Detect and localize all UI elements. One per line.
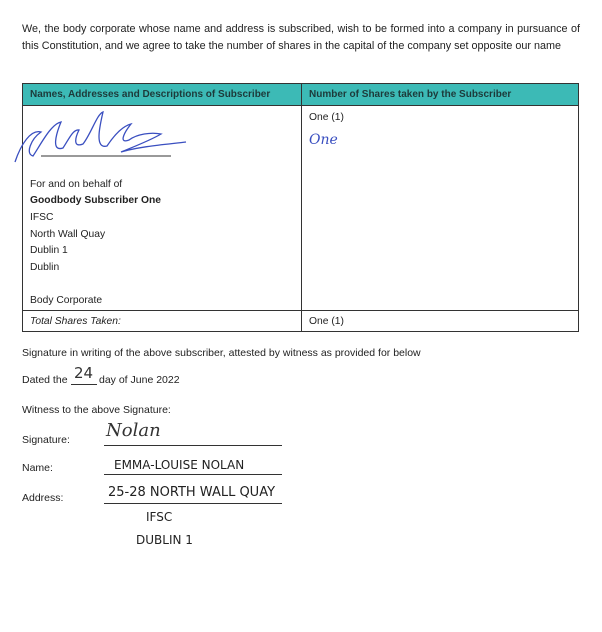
witness-address-line: DUBLIN 1 bbox=[136, 533, 193, 547]
subscriber-line: Dublin bbox=[30, 262, 60, 273]
subscriber-signature bbox=[11, 104, 211, 164]
signature-line bbox=[104, 445, 282, 446]
day-underline bbox=[71, 384, 97, 385]
header-shares: Number of Shares taken by the Subscriber bbox=[309, 89, 512, 100]
subscriber-name: Goodbody Subscriber One bbox=[30, 195, 162, 206]
address-line bbox=[104, 503, 282, 504]
name-line bbox=[104, 474, 282, 475]
witness-signature: Nolan bbox=[106, 420, 161, 441]
dated-suffix: day of June 2022 bbox=[99, 374, 180, 386]
witness-signature-label: Signature: bbox=[22, 434, 70, 446]
subscriber-line: North Wall Quay bbox=[30, 229, 106, 240]
witness-address-line: 25-28 NORTH WALL QUAY bbox=[108, 485, 276, 500]
subscriber-line: For and on behalf of bbox=[30, 179, 123, 190]
witness-address-label: Address: bbox=[22, 492, 64, 504]
shares-value: One (1) bbox=[309, 112, 344, 123]
total-label: Total Shares Taken: bbox=[30, 316, 121, 327]
subscriber-line: IFSC bbox=[30, 212, 54, 223]
dated-prefix: Dated the bbox=[22, 374, 68, 386]
attestation-text: Signature in writing of the above subscriber, attested by witness as provided for below bbox=[22, 347, 421, 359]
subscriber-line: Dublin 1 bbox=[30, 245, 68, 256]
header-names: Names, Addresses and Descriptions of Subscriber bbox=[30, 89, 271, 100]
witness-name: EMMA-LOUISE NOLAN bbox=[114, 458, 245, 472]
total-value: One (1) bbox=[309, 316, 344, 327]
witness-name-label: Name: bbox=[22, 462, 53, 474]
witness-heading: Witness to the above Signature: bbox=[22, 404, 171, 416]
intro-paragraph: We, the body corporate whose name and address is subscribed, wish to be formed into a company in pursuance of this Constitution, and we agree to take the number of shares in the capital of the company set opposite our name bbox=[22, 23, 580, 52]
subscriber-table bbox=[22, 83, 579, 332]
total-row bbox=[23, 310, 578, 327]
witness-address-line: IFSC bbox=[146, 510, 173, 524]
shares-handwritten: One bbox=[309, 132, 338, 148]
dated-day: 24 bbox=[74, 364, 94, 382]
subscriber-description: Body Corporate bbox=[30, 295, 103, 306]
column-divider bbox=[301, 84, 302, 331]
